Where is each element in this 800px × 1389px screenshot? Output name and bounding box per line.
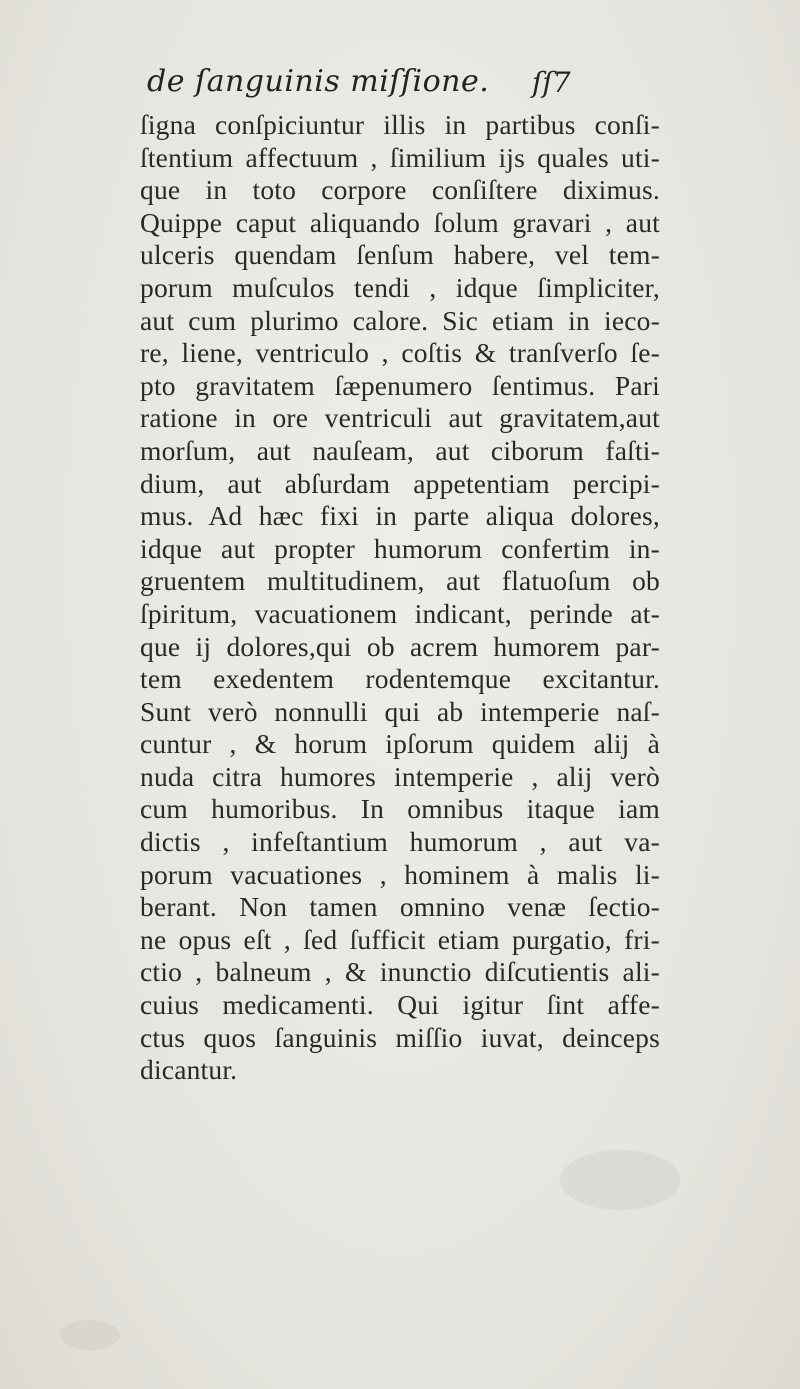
text-line: ulceris quendam ſenſum habere, vel tem- (140, 239, 660, 271)
text-line: Sunt verò nonnulli qui ab intemperie naſ- (140, 695, 660, 727)
text-line: nuda citra humores intemperie , alij verò (140, 760, 660, 792)
text-line: porum vacuationes , hominem à malis li- (140, 858, 660, 890)
text-line: ctio , balneum , & inunctio diſcutientis ali- (140, 956, 660, 988)
text-line: cum humoribus. In omnibus itaque iam (140, 793, 660, 825)
text-line: ſtentium affectuum , ſimilium ijs quales uti- (140, 141, 660, 173)
text-line: ſpiritum, vacuationem indicant, perinde at- (140, 597, 660, 629)
text-line: ctus quos ſanguinis miſſio iuvat, deinceps (140, 1021, 660, 1053)
text-line: re, liene, ventriculo , coſtis & tranſverſo ſe- (140, 337, 660, 369)
text-line: Quippe caput aliquando ſolum gravari , aut (140, 206, 660, 238)
text-line: ratione in ore ventriculi aut gravitatem,aut (140, 402, 660, 434)
text-line: que in toto corpore conſiſtere diximus. (140, 174, 660, 206)
page-number: ſſ7 (532, 66, 571, 99)
text-line: berant. Non tamen omnino venæ ſectio- (140, 891, 660, 923)
text-line: cuntur , & horum ipſorum quidem alij à (140, 728, 660, 760)
text-line: mus. Ad hæc fixi in parte aliqua dolores, (140, 500, 660, 532)
text-line: que ij dolores,qui ob acrem humorem par- (140, 630, 660, 662)
text-line: porum muſculos tendi , idque ſimpliciter, (140, 271, 660, 303)
text-line: gruentem multitudinem, aut flatuoſum ob (140, 565, 660, 597)
text-line: dictis , infeſtantium humorum , aut va- (140, 826, 660, 858)
text-line: aut cum plurimo calore. Sic etiam in ieco- (140, 304, 660, 336)
text-line: tem exedentem rodentemque excitantur. (140, 663, 660, 695)
page-header (0, 64, 800, 108)
text-line: ſigna conſpiciuntur illis in partibus conſi- (140, 109, 660, 140)
text-line: dium, aut abſurdam appetentiam percipi- (140, 467, 660, 499)
text-line: cuius medicamenti. Qui igitur ſint affe- (140, 989, 660, 1021)
text-line: idque aut propter humorum confertim in- (140, 532, 660, 564)
text-line: pto gravitatem ſæpenumero ſentimus. Pari (140, 369, 660, 401)
body-text (140, 109, 660, 1087)
text-line: ne opus eſt , ſed ſufficit etiam purgatio, fri- (140, 923, 660, 955)
running-title: de ſanguinis miſſione. (147, 64, 490, 99)
text-line-last: dicantur. (140, 1054, 238, 1086)
paper-stain (560, 1150, 680, 1210)
text-line: morſum, aut nauſeam, aut ciborum faſti- (140, 434, 660, 466)
paper-stain (60, 1320, 120, 1350)
